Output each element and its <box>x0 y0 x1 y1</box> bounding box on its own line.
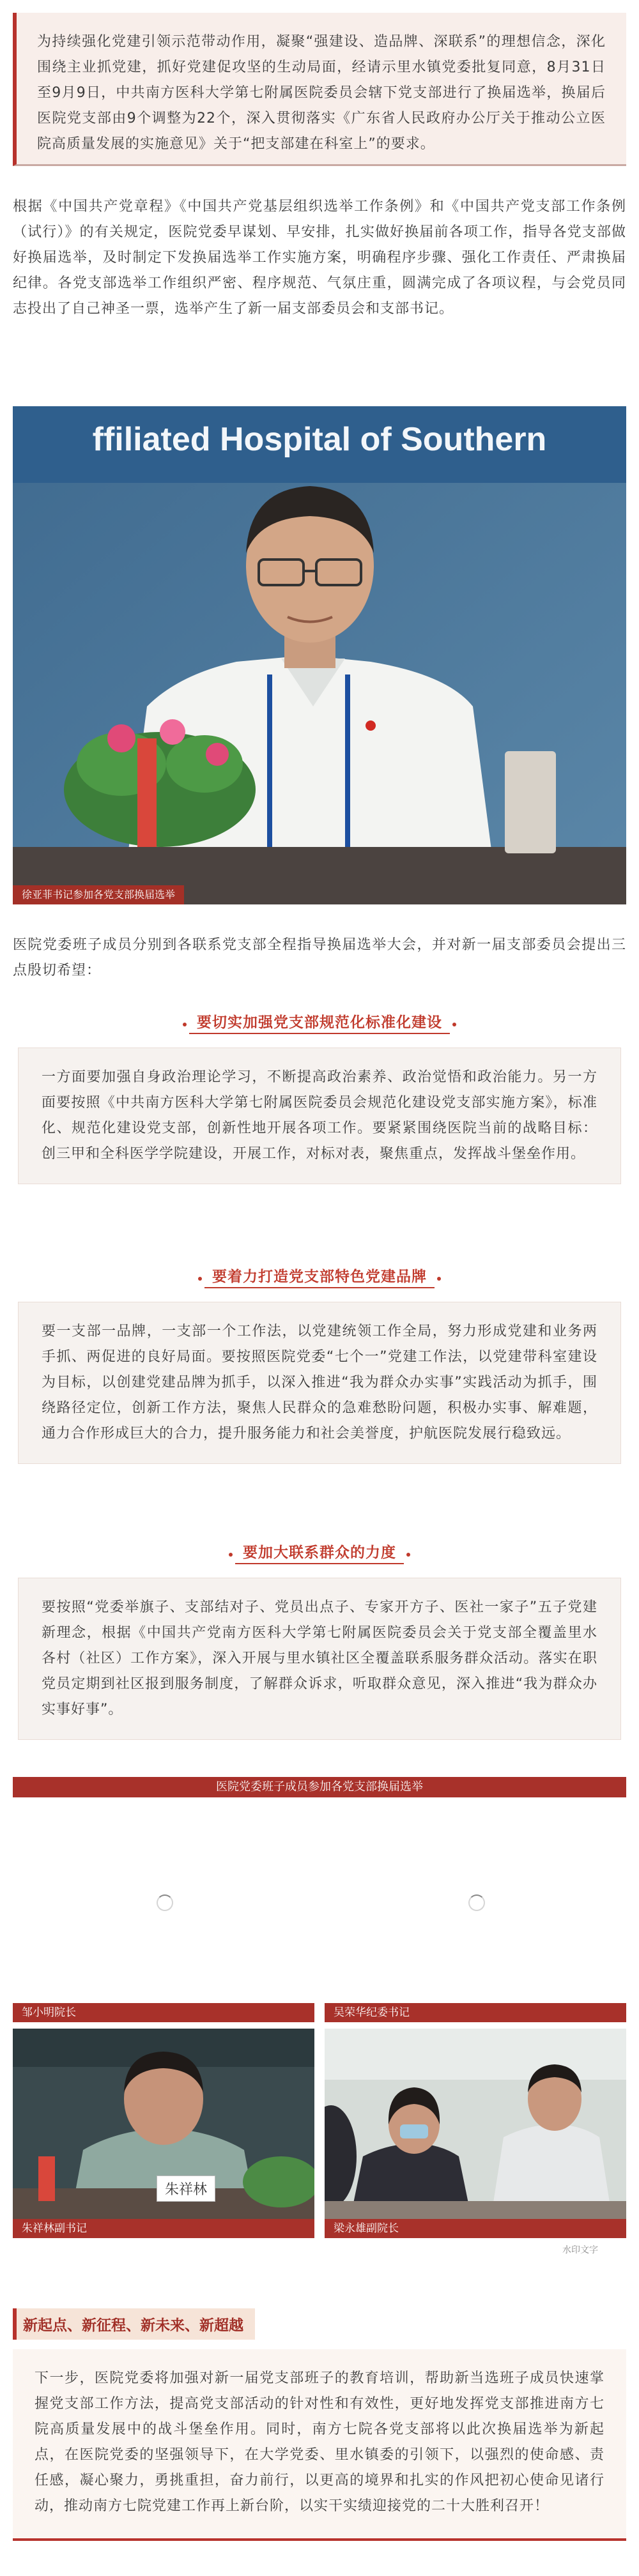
gallery-photo-loading-1 <box>13 1800 314 2003</box>
paragraph-three-hopes <box>13 933 626 984</box>
gallery-caption-2: 吴荣华纪委书记 <box>325 2003 626 2022</box>
section-box-2 <box>18 1302 621 1464</box>
secretary-photo-image <box>13 406 626 904</box>
section-title-text: 要着力打造党支部特色党建品牌 <box>204 1263 435 1288</box>
section-title-3 <box>0 1539 639 1564</box>
gallery-photo-loading-2 <box>325 1800 626 2003</box>
closing-title: 新起点、新征程、新未来、新超越 <box>13 2308 255 2340</box>
closing-text: 下一步，医院党委将加强对新一届党支部班子的教育培训，帮助新当选班子成员快速掌握党支部工作方法，提高党支部活动的针对性和有效性，更好地发挥党支部推进南方七院高质量发展中的战斗堡垒作用。同时，南方七院各党支部将以此次换届选举为新起点，在医院党委的坚强领导下，在大学党委、里水镇委的引领下，以强烈的使命感、责任感，凝心聚力，勇挑重担，奋力前行，以更高的境界和扎实的作风把初心使命见诸行动，推动南方七院党建工作再上新台阶，以实干实绩迎接党的二十大胜利召开！ <box>35 2370 604 2514</box>
loading-spinner-icon <box>157 1894 173 1911</box>
intro-box <box>13 13 626 166</box>
vice-president-photo-image <box>325 2029 626 2219</box>
loading-spinner-icon <box>468 1894 485 1911</box>
section-title-1 <box>0 1009 639 1034</box>
gallery-photo-3 <box>13 2029 314 2219</box>
section-text: 要一支部一品牌，一支部一个工作法，以党建统领工作全局，努力形成党建和业务两手抓、两促进的良好局面。要按照医院党委“七个一”党建工作法，以党建带科室建设为目标，以创建党建品牌为抓手，以深入推进“我为群众办实事”实践活动为抓手，围绕路径定位，创新工作方法，聚焦人民群众的急难愁盼问题，积极办实事、解难题，通力合作形成巨大的合力，提升服务能力和社会美誉度，护航医院发展行稳致远。 <box>42 1323 597 1442</box>
section-title-2 <box>0 1263 639 1288</box>
intro-text: 为持续强化党建引领示范带动作用，凝聚“强建设、造品牌、深联系”的理想信念，深化围绕主业抓党建，抓好党建促攻坚的生动局面，经请示里水镇党委批复同意，8月31日至9月9日，中共南方医科大学第七附属医院委员会辖下党支部进行了换届选举，换届后医院党支部由9个调整为22个，深入贯彻落实《广东省人民政府办公厅关于推动公立医院高质量发展的实施意见》关于“把支部建在科室上”的要求。 <box>37 34 606 152</box>
section-text: 一方面要加强自身政治理论学习，不断提高政治素养、政治觉悟和政治能力。另一方面要按照《中共南方医科大学第七附属医院委员会规范化建设党支部实施方案》，标准化、规范化建设党支部，创新性地开展各项工作。要紧紧围绕医院当前的战略目标：创三甲和全科医学学院建设，开展工作，对标对表，聚焦重点，发挥战斗堡垒作用。 <box>42 1069 597 1162</box>
watermark-text: 水印文字 <box>562 2245 598 2255</box>
gallery-photo-4 <box>325 2029 626 2219</box>
closing-box <box>13 2349 626 2541</box>
section-title-text: 要加大联系群众的力度 <box>235 1539 404 1564</box>
paragraph-election-basis <box>13 194 626 322</box>
section-box-3 <box>18 1578 621 1740</box>
section-title-text: 要切实加强党支部规范化标准化建设 <box>189 1009 450 1034</box>
gallery-header: 医院党委班子成员参加各党支部换届选举 <box>13 1777 626 1797</box>
photo-caption: 徐亚菲书记参加各党支部换届选举 <box>13 885 184 904</box>
paragraph-text: 医院党委班子成员分别到各联系党支部全程指导换届选举大会，并对新一届支部委员会提出三点殷切希望： <box>13 937 626 979</box>
gallery-caption-4: 梁永雄副院长 <box>325 2219 626 2238</box>
section-text: 要按照“党委举旗子、支部结对子、党员出点子、专家开方子、医社一家子”五子党建新理念，根据《中国共产党南方医科大学第七附属医院委员会关于党支部全覆盖里水各村（社区）工作方案》，深入开展与里水镇社区全覆盖联系服务群众活动。落实在职党员定期到社区报到服务制度，了解群众诉求，听取群众意见，深入推进“我为群众办实事好事”。 <box>42 1599 597 1718</box>
section-box-1 <box>18 1048 621 1184</box>
hospital-banner-text: ffiliated Hospital of Southern <box>92 421 547 458</box>
photo-secretary-speaking <box>13 406 626 904</box>
gallery-caption-1: 邹小明院长 <box>13 2003 314 2022</box>
paragraph-text: 根据《中国共产党章程》《中国共产党基层组织选举工作条例》和《中国共产党支部工作条例（试行）》的有关规定，医院党委早谋划、早安排，扎实做好换届前各项工作，指导各党支部做好换届选举，及时制定下发换届选举工作实施方案，明确程序步骤、强化工作责任、严肃换届纪律。各党支部选举工作组织严密、程序规范、气氛庄重，圆满完成了各项议程，与会党员同志投出了自己神圣一票，选举产生了新一届支部委员会和支部书记。 <box>13 199 626 317</box>
gallery-caption-3: 朱祥林副书记 <box>13 2219 314 2238</box>
nameplate: 朱祥林 <box>157 2176 215 2202</box>
